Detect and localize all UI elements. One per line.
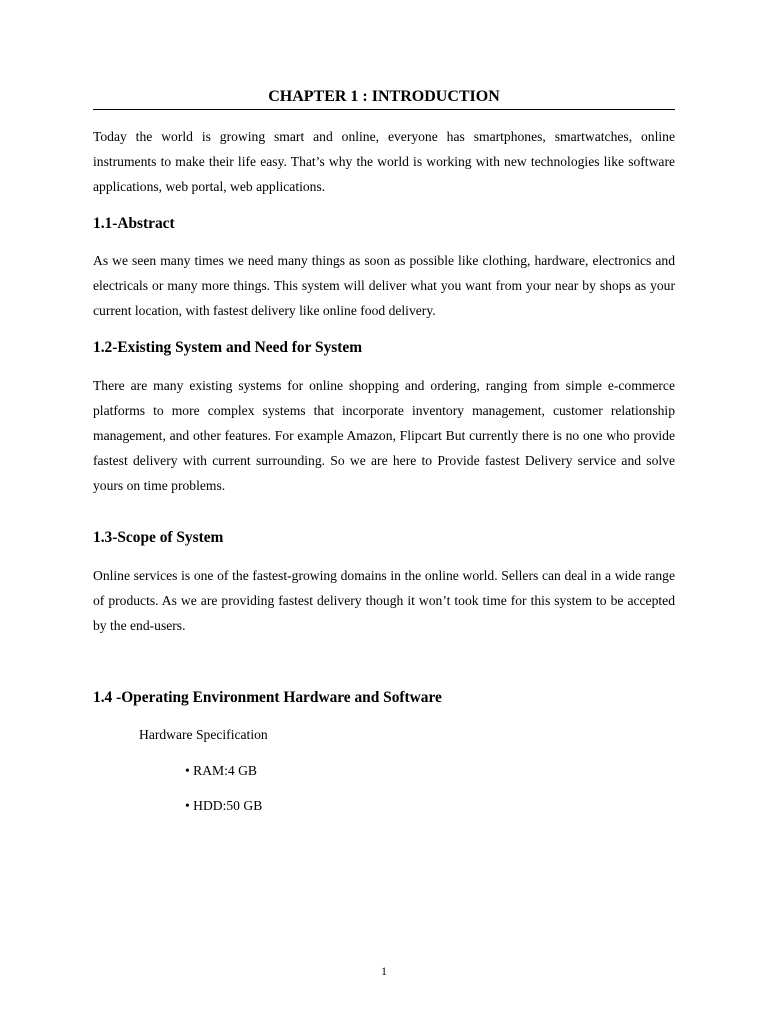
bullet-hdd: • HDD:50 GB <box>185 798 263 813</box>
bullet-ram: • RAM:4 GB <box>185 763 257 778</box>
section-heading-scope: 1.3-Scope of System <box>93 529 224 546</box>
intro-paragraph: Today the world is growing smart and online, everyone has smartphones, smartwatches, online instruments to make their life easy. That’s why the world is working with new technologies like software applications, web portal, web applications. <box>93 129 675 195</box>
section-heading-operating-environment: 1.4 -Operating Environment Hardware and Software <box>93 689 442 706</box>
chapter-title: CHAPTER 1 : INTRODUCTION <box>93 86 675 110</box>
section-heading-existing-system: 1.2-Existing System and Need for System <box>93 339 363 356</box>
section-body-abstract: As we seen many times we need many things as soon as possible like clothing, hardware, electronics and electricals or many more things. This system will deliver what you want from your near by shops as your current location, with fastest delivery like online food delivery. <box>93 253 675 319</box>
section-body-scope: Online services is one of the fastest-growing domains in the online world. Sellers can deal in a wide range of products. As we are providing fastest delivery though it won’t took time for this system to be accepted by the end-users. <box>93 568 675 634</box>
hardware-specification-label: Hardware Specification <box>139 727 268 742</box>
section-body-existing-system: There are many existing systems for online shopping and ordering, ranging from simple e-commerce platforms to more complex systems that incorporate inventory management, customer relationship management, and other features. For example Amazon, Flipcart But currently there is no one who provide fastest delivery with current surrounding. So we are here to Provide fastest Delivery service and solve yours on time problems. <box>93 378 675 494</box>
section-heading-abstract: 1.1-Abstract <box>93 215 175 232</box>
page-number: 1 <box>381 966 387 978</box>
